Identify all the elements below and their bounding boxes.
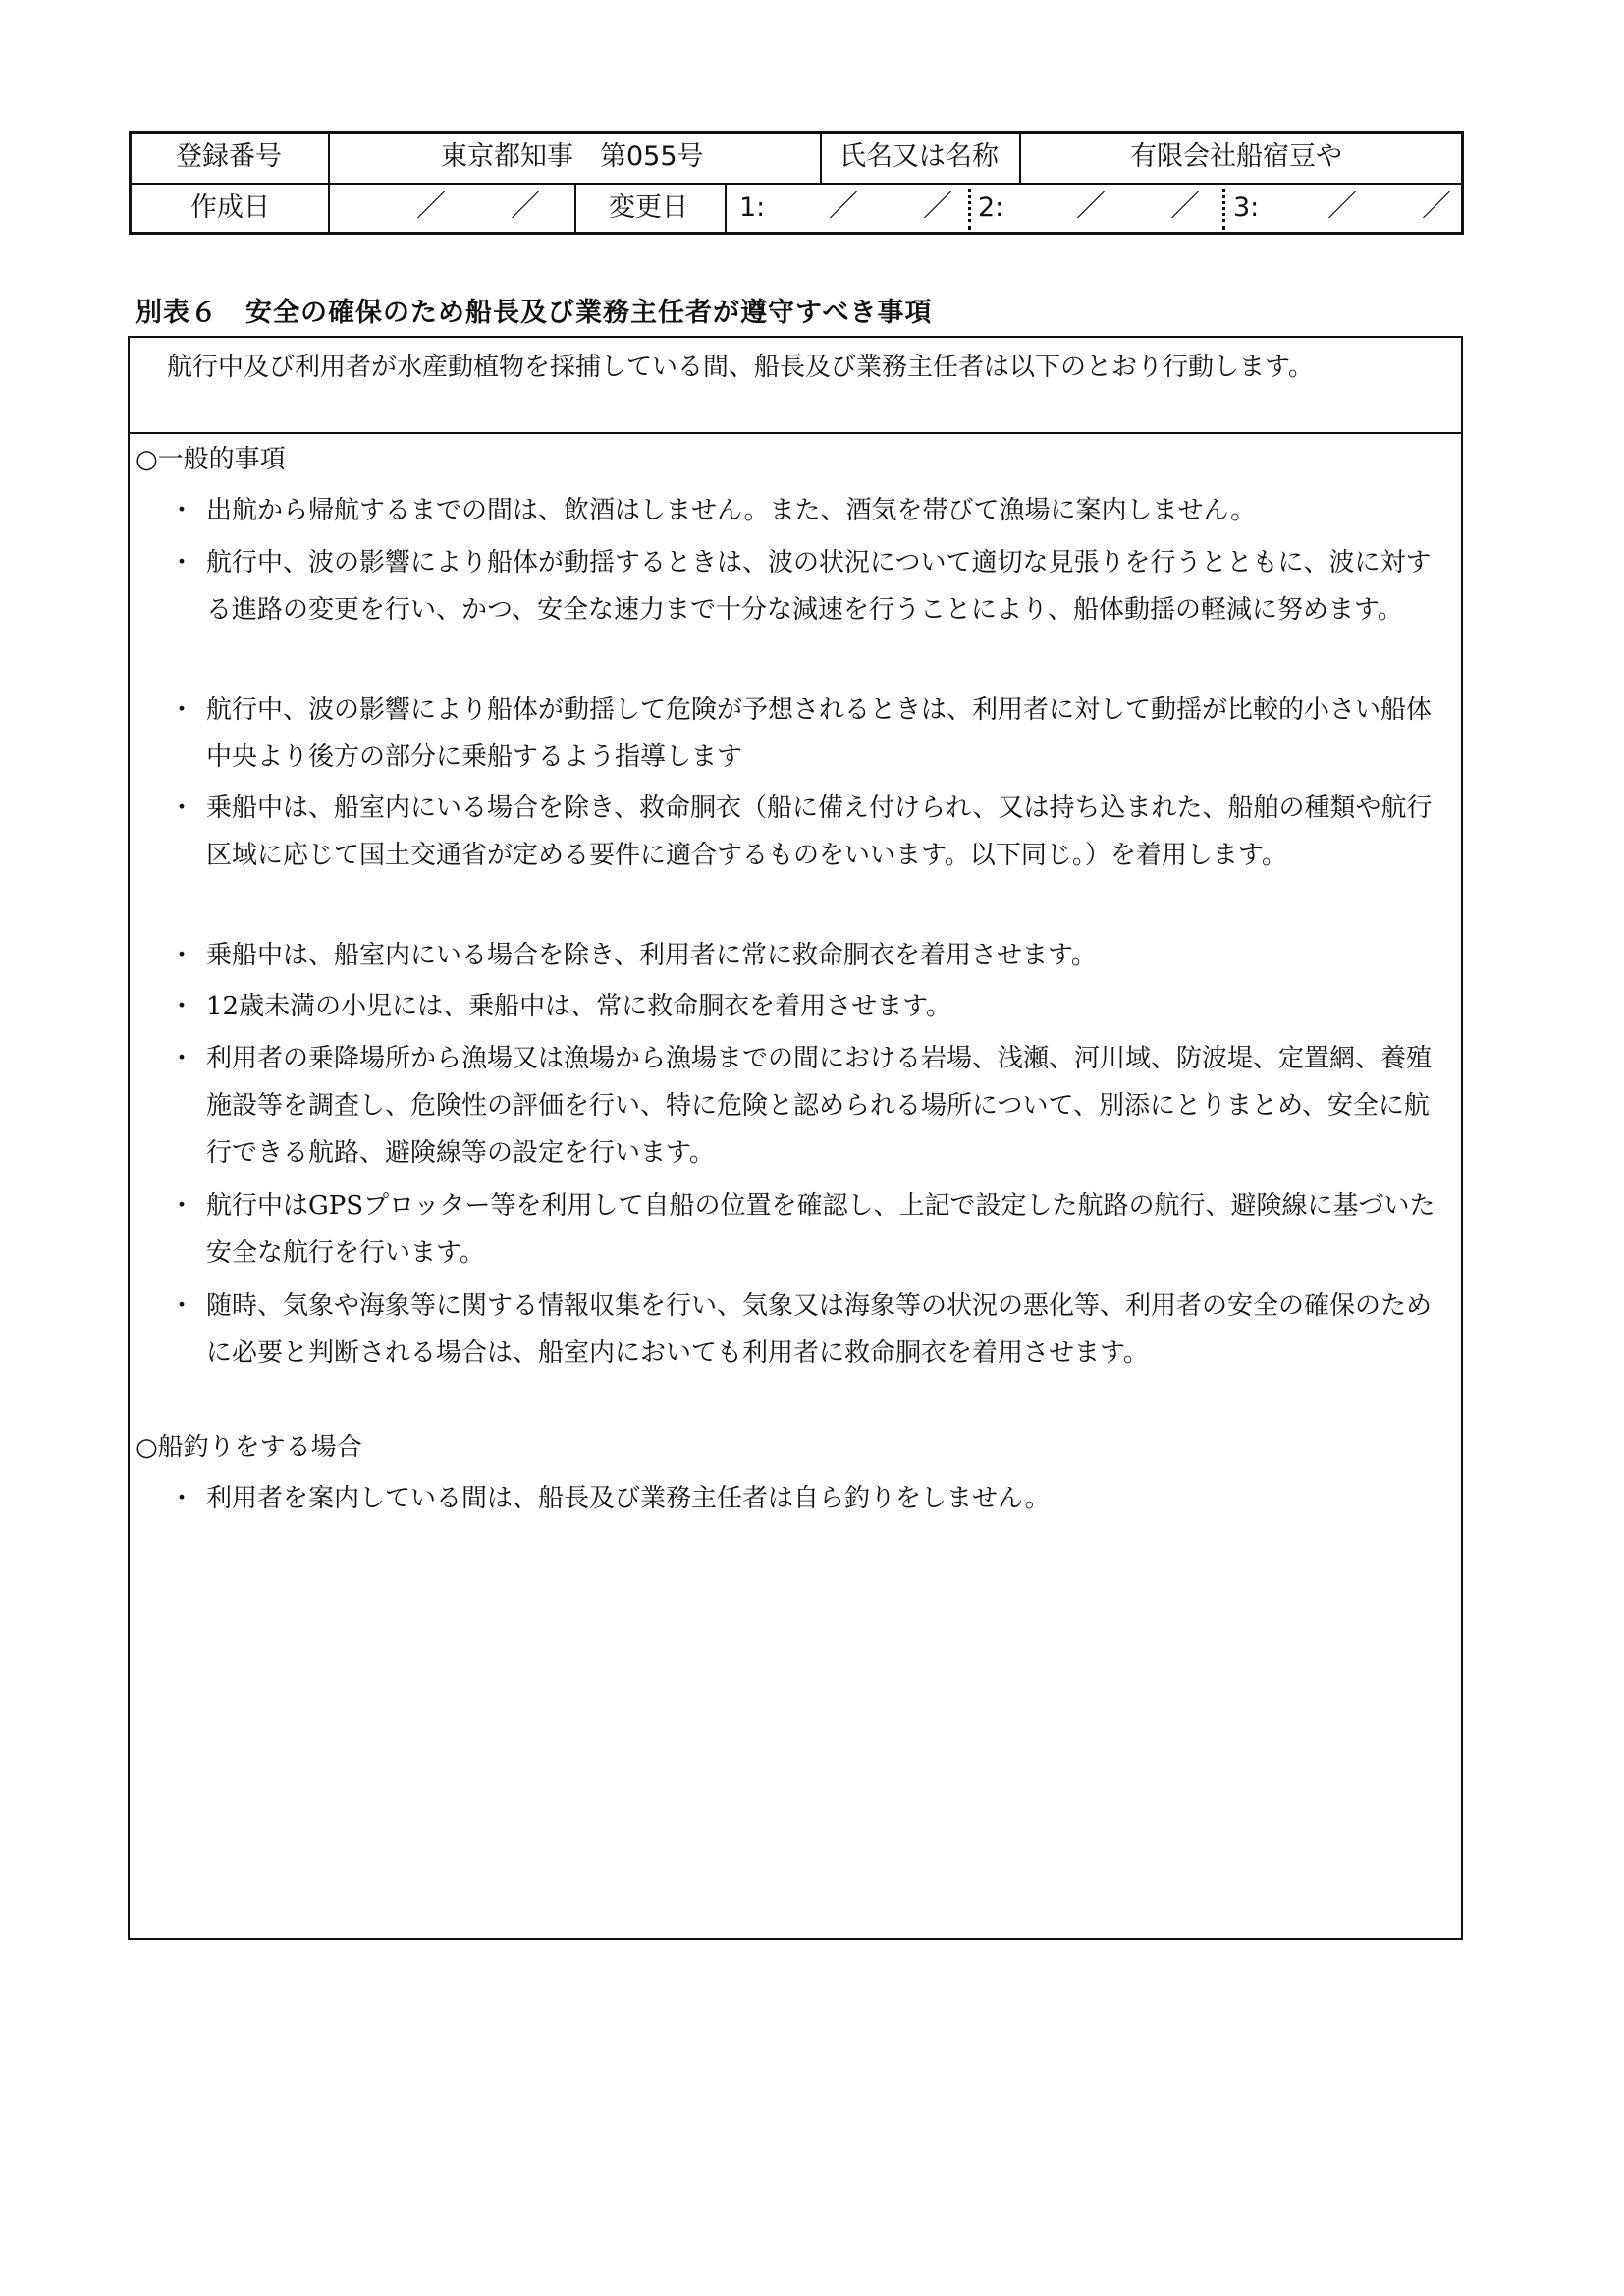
table-row-divider	[132, 183, 1461, 185]
bullet-mark: ・	[168, 548, 194, 577]
registration-table	[129, 131, 1469, 235]
list-item-text: 乗船中は、船室内にいる場合を除き、利用者に常に救命胴衣を着用させます。	[206, 941, 1097, 970]
list-item	[157, 785, 1435, 879]
list-item	[157, 539, 1435, 633]
changed-date-label: 変更日	[609, 192, 688, 223]
created-date-label: 作成日	[190, 192, 270, 223]
change-2-label: 2:	[978, 192, 1004, 223]
table-dotted-divider	[1222, 189, 1225, 230]
list-item-text: 航行中、波の影響により船体が動揺して危険が予想されるときは、利用者に対して動揺が比較的小さい船体中央より後方の部分に乗船するよう指導します	[206, 695, 1433, 772]
bullet-mark: ・	[168, 1044, 194, 1073]
list-item	[157, 1182, 1435, 1277]
bullet-mark: ・	[168, 992, 194, 1021]
rules-box	[128, 336, 1463, 1940]
list-item-text: 12歳未満の小児には、乗船中は、常に救命胴衣を着用させます。	[206, 992, 952, 1021]
name-label: 氏名又は名称	[839, 141, 999, 172]
table-col-divider	[725, 183, 727, 232]
list-item	[157, 1035, 1435, 1176]
list-item	[157, 1475, 1435, 1522]
bullet-mark: ・	[168, 941, 194, 970]
general-heading: ○一般的事項	[135, 445, 286, 474]
bullet-mark: ・	[168, 496, 194, 525]
bullet-mark: ・	[168, 793, 194, 823]
bullet-mark: ・	[168, 1484, 194, 1513]
name-value: 有限会社船宿豆や	[1130, 141, 1342, 172]
list-item	[157, 932, 1435, 979]
list-item-text: 航行中、波の影響により船体が動揺するときは、波の状況について適切な見張りを行うとともに、波に対する進路の変更を行い、かつ、安全な速力まで十分な減速を行うことにより、船体動揺の軽減に努めます。	[206, 548, 1432, 625]
registration-number-label: 登録番号	[176, 141, 282, 172]
change-1-label: 1:	[739, 192, 766, 223]
created-date-value: ／ ／	[416, 190, 558, 224]
table-col-divider	[328, 134, 330, 232]
bullet-mark: ・	[168, 1291, 194, 1321]
bullet-mark: ・	[168, 695, 194, 725]
page-title: 別表６ 安全の確保のため船長及び業務主任者が遵守すべき事項	[135, 298, 933, 328]
change-2-value: ／ ／	[1076, 190, 1218, 224]
list-item	[157, 983, 1435, 1030]
change-3-label: 3:	[1233, 192, 1260, 223]
list-item-text: 利用者を案内している間は、船長及び業務主任者は自ら釣りをしません。	[206, 1484, 1051, 1513]
table-col-divider	[1019, 134, 1021, 183]
intro-divider	[130, 432, 1461, 434]
bullet-mark: ・	[168, 1191, 194, 1221]
change-3-value: ／ ／	[1327, 190, 1469, 224]
list-item-text: 出航から帰航するまでの間は、飲酒はしません。また、酒気を帯びて漁場に案内しません。	[206, 496, 1257, 525]
table-col-divider	[574, 183, 576, 232]
list-item	[157, 487, 1435, 534]
fishing-heading: ○船釣りをする場合	[135, 1433, 362, 1462]
list-item	[157, 686, 1435, 781]
list-item	[157, 1283, 1435, 1377]
change-1-value: ／ ／	[829, 190, 970, 224]
intro-text: 航行中及び利用者が水産動植物を採捕している間、船長及び業務主任者は以下のとおり行動します。	[167, 353, 1314, 382]
list-item-text: 随時、気象や海象等に関する情報収集を行い、気象又は海象等の状況の悪化等、利用者の安全の確保のために必要と判断される場合は、船室内においても利用者に救命胴衣を着用させます。	[206, 1291, 1433, 1368]
table-col-divider	[820, 134, 822, 183]
list-item-text: 利用者の乗降場所から漁場又は漁場から漁場までの間における岩場、浅瀬、河川域、防波堤、定置網、養殖施設等を調査し、危険性の評価を行い、特に危険と認められる場所について、別添にとりまとめ、安全に航行できる航路、避険線等の設定を行います。	[206, 1044, 1433, 1168]
list-item-text: 航行中はGPSプロッター等を利用して自船の位置を確認し、上記で設定した航路の航行、避険線に基づいた安全な航行を行います。	[206, 1191, 1435, 1268]
list-item-text: 乗船中は、船室内にいる場合を除き、救命胴衣（船に備え付けられ、又は持ち込まれた、船舶の種類や航行区域に応じて国土交通省が定める要件に適合するものをいいます。以下同じ。）を着用します。	[206, 793, 1433, 870]
registration-number-value: 東京都知事 第055号	[441, 141, 704, 172]
